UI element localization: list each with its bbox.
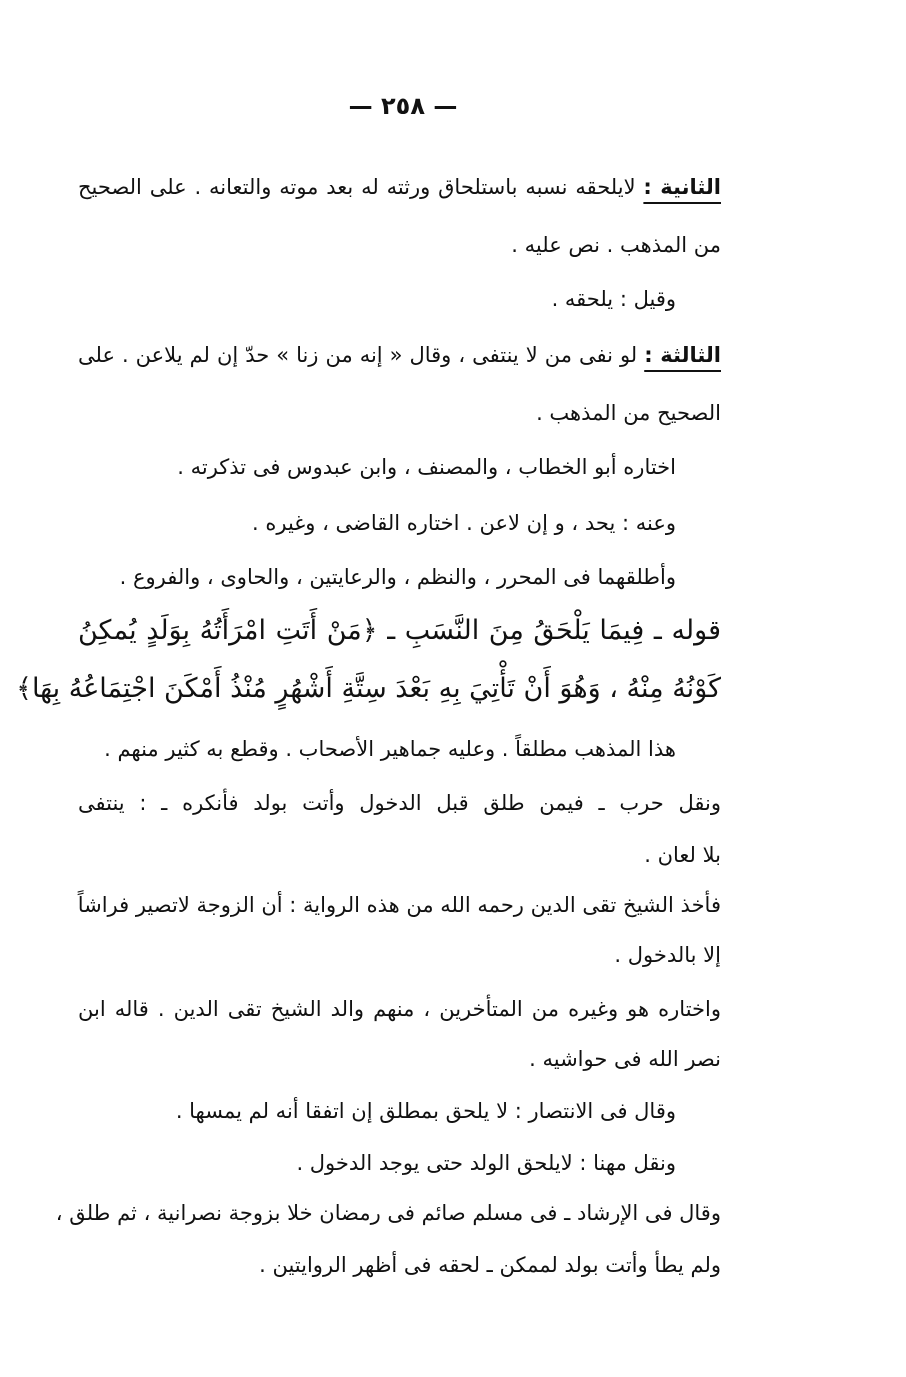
page-number: — ٢٥٨ —	[348, 92, 458, 120]
section-lead-third: الثالثة :	[644, 343, 721, 367]
text-line: وعنه : يحد ، و إن لاعن . اختاره القاضى ، وغيره .	[252, 511, 676, 535]
text-line: إلا بالدخول .	[614, 943, 721, 967]
text-line: وأطلقهما فى المحرر ، والنظم ، والرعايتين ، والحاوى ، والفروع .	[119, 565, 676, 589]
text-line: الثالثة : لو نفى من لا ينتفى ، وقال « إنه من زنا » حدّ إن لم يلاعن . على	[78, 343, 721, 367]
quoted-matn-line: كَوْنُهُ مِنْهُ ، وَهُوَ أَنْ تَأْتِيَ بِهِ بَعْدَ سِتَّةِ أَشْهُرٍ مُنْذُ أَمْكَنَ اجْتِمَاعُهُ بِهَا﴾	[16, 673, 721, 704]
text-line: وقال فى الإرشاد ـ فى مسلم صائم فى رمضان خلا بزوجة نصرانية ، ثم طلق ،	[55, 1201, 721, 1225]
text-line: ونقل مهنا : لايلحق الولد حتى يوجد الدخول .	[296, 1151, 676, 1175]
text-line: بلا لعان .	[644, 843, 721, 867]
text-line: من المذهب . نص عليه .	[511, 233, 721, 257]
text-line: ونقل حرب ـ فيمن طلق قبل الدخول وأتت بولد فأنكره ـ : ينتفى	[78, 791, 721, 815]
text-line: فأخذ الشيخ تقى الدين رحمه الله من هذه الرواية : أن الزوجة لاتصير فراشاً	[77, 893, 721, 917]
text-line: اختاره أبو الخطاب ، والمصنف ، وابن عبدوس فى تذكرته .	[177, 455, 676, 479]
text-line: نصر الله فى حواشيه .	[529, 1047, 721, 1071]
text-line: الصحيح من المذهب .	[536, 401, 721, 425]
text-line: واختاره هو وغيره من المتأخرين ، منهم والد الشيخ تقى الدين . قاله ابن	[78, 997, 721, 1021]
text-line: الثانية : لايلحقه نسبه باستلحاق ورثته له بعد موته والتعانه . على الصحيح	[78, 175, 721, 199]
text-line: ولم يطأ وأتت بولد لممكن ـ لحقه فى أظهر الروايتين .	[259, 1253, 721, 1277]
section-lead-second: الثانية :	[643, 175, 721, 199]
text-line: وقال فى الانتصار : لا يلحق بمطلق إن اتفقا أنه لم يمسها .	[175, 1099, 676, 1123]
quoted-matn-line: قوله ـ فِيمَا يَلْحَقُ مِنَ النَّسَبِ ـ ﴿مَنْ أَتَتِ امْرَأَتُهُ بِوَلَدٍ يُمكِنُ	[78, 615, 721, 646]
text-line: هذا المذهب مطلقاً . وعليه جماهير الأصحاب . وقطع به كثير منهم .	[104, 737, 676, 761]
text-line: وقيل : يلحقه .	[551, 287, 676, 311]
